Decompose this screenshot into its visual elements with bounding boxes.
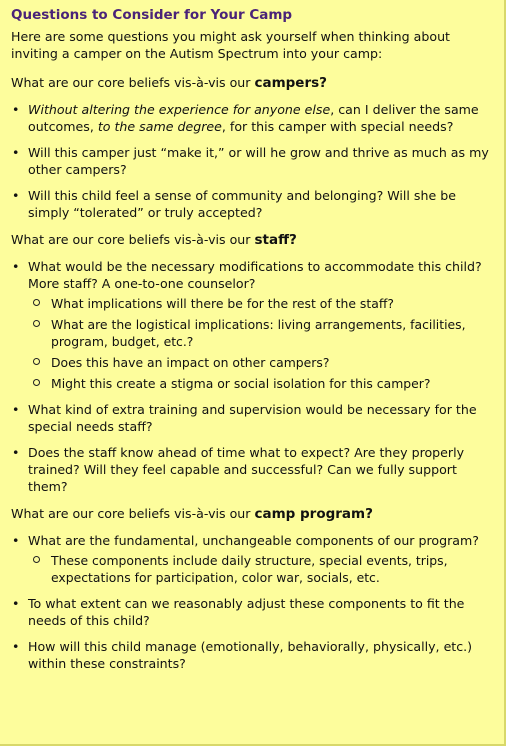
list-item: • Does the staff know ahead of time what to expect? Are they properly trained? Will they feel capable and successful? Can we fully support them? xyxy=(12,445,465,494)
intro-text: Here are some questions you might ask yourself when thinking about inviting a camper on the Autism Spectrum into your camp: xyxy=(11,29,450,61)
bullet-list-campers xyxy=(11,101,496,221)
list-item: • What would be the necessary modifications to accommodate this child? More staff? A one-to-one counselor? What implications will there be for the rest of the staff? What are the logistical implications: living arrangements, facilities, program, budget, etc.? Does this have an impact on other campers? Might this create a stigma or social isolation for this camper? xyxy=(11,258,496,392)
bullet-icon: • xyxy=(12,145,20,160)
bullet-icon: • xyxy=(12,533,20,548)
list-item: • What kind of extra training and supervision would be necessary for the special needs staff? xyxy=(12,402,477,434)
bullet-icon: • xyxy=(12,102,20,117)
section-campers xyxy=(11,74,496,221)
sub-list-item: Does this have an impact on other campers? xyxy=(28,354,496,371)
section-camp-program xyxy=(11,505,496,672)
sub-list-item: These components include daily structure, special events, trips, expectations for participation, color war, socials, etc. xyxy=(28,552,496,586)
bullet-icon: • xyxy=(12,639,20,654)
sub-list-item: Might this create a stigma or social isolation for this camper? xyxy=(28,375,496,392)
bullet-icon: • xyxy=(12,259,20,274)
bullet-icon: • xyxy=(12,596,20,611)
bullet-icon: • xyxy=(12,445,20,460)
sub-list-item: What are the logistical implications: living arrangements, facilities, program, budget, etc.? xyxy=(28,316,496,350)
section-heading-campers: What are our core beliefs vis-à-vis our campers? xyxy=(11,75,327,91)
bullet-icon: • xyxy=(12,188,20,203)
list-item: • Will this child feel a sense of community and belonging? Will she be simply “tolerated” or truly accepted? xyxy=(12,188,456,220)
list-item: • Will this camper just “make it,” or will he grow and thrive as much as my other campers? xyxy=(12,145,489,177)
section-heading-camp-program: What are our core beliefs vis-à-vis our camp program? xyxy=(11,506,373,522)
circle-bullet-icon xyxy=(33,299,40,306)
sub-list xyxy=(28,552,496,586)
circle-bullet-icon xyxy=(33,358,40,365)
list-item: • What are the fundamental, unchangeable components of our program? These components include daily structure, special events, trips, expectations for participation, color war, socials, etc. xyxy=(11,532,496,586)
list-item: • To what extent can we reasonably adjust these components to fit the needs of this child? xyxy=(12,596,465,628)
sub-list xyxy=(28,295,496,392)
box-title: Questions to Consider for Your Camp xyxy=(11,7,293,23)
sub-list-item: What implications will there be for the rest of the staff? xyxy=(28,295,496,312)
list-item: • How will this child manage (emotionally, behaviorally, physically, etc.) within these constraints? xyxy=(12,639,473,671)
section-staff xyxy=(11,231,496,495)
bullet-list-camp-program xyxy=(11,532,496,672)
circle-bullet-icon xyxy=(33,320,40,327)
bullet-list-staff xyxy=(11,258,496,495)
circle-bullet-icon xyxy=(33,379,40,386)
bullet-icon: • xyxy=(12,402,20,417)
list-item: • Without altering the experience for anyone else, can I deliver the same outcomes, to the same degree, for this camper with special needs? xyxy=(12,102,479,134)
circle-bullet-icon xyxy=(33,556,40,563)
section-heading-staff: What are our core beliefs vis-à-vis our staff? xyxy=(11,232,297,248)
